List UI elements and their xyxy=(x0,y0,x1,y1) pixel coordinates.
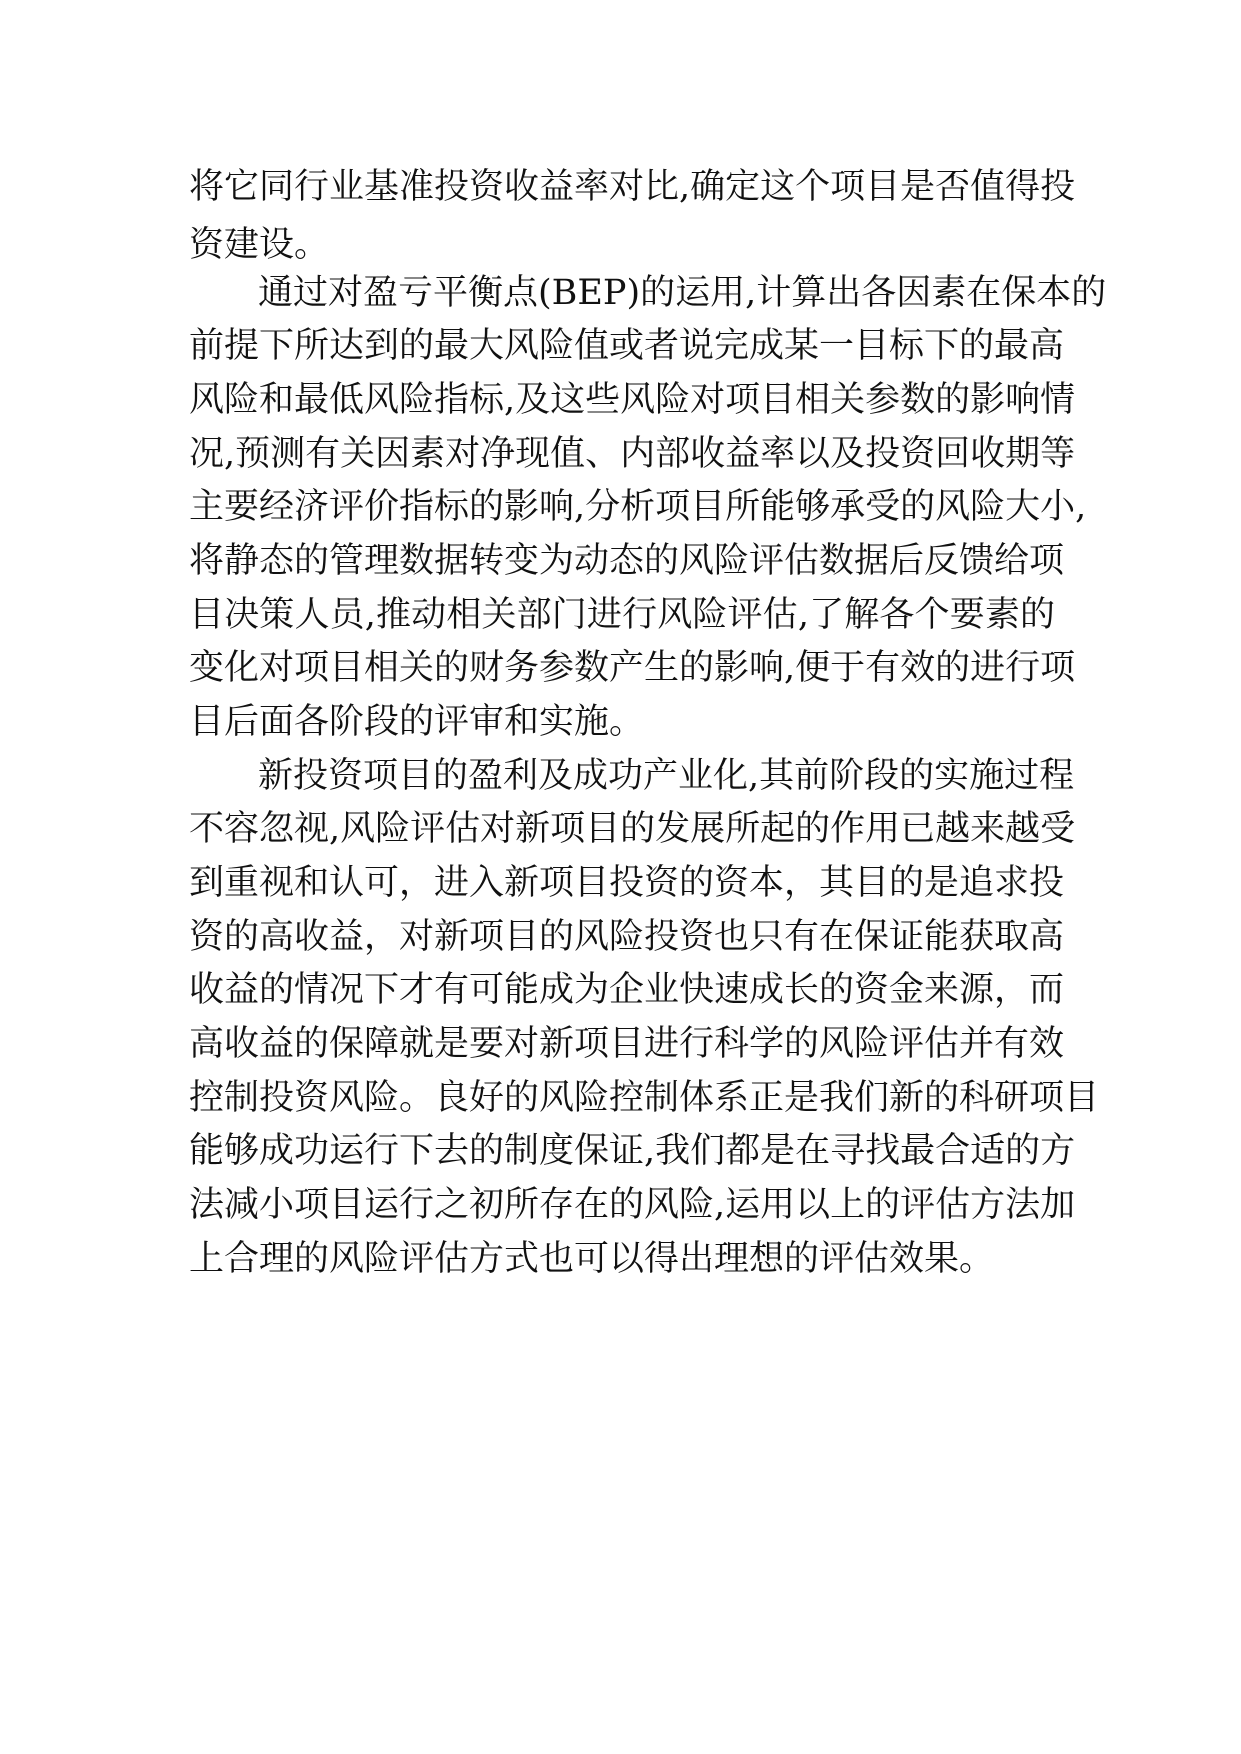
text-line: 前提下所达到的最大风险值或者说完成某一目标下的最高 xyxy=(189,326,1065,366)
text-line: 目后面各阶段的评审和实施。 xyxy=(189,702,645,742)
text-line: 新投资项目的盈利及成功产业化,其前阶段的实施过程 xyxy=(258,756,1075,796)
text-line: 将静态的管理数据转变为动态的风险评估数据后反馈给项 xyxy=(189,541,1065,581)
text-line: 能够成功运行下去的制度保证,我们都是在寻找最合适的方 xyxy=(189,1131,1076,1171)
text-line: 况,预测有关因素对净现值、内部收益率以及投资回收期等 xyxy=(189,434,1076,474)
text-line: 主要经济评价指标的影响,分析项目所能够承受的风险大小, xyxy=(189,487,1087,527)
text-line: 控制投资风险。良好的风险控制体系正是我们新的科研项目 xyxy=(189,1078,1100,1118)
text-line: 通过对盈亏平衡点(BEP)的运用,计算出各因素在保本的 xyxy=(258,273,1107,313)
text-line: 资的高收益，对新项目的风险投资也只有在保证能获取高 xyxy=(189,917,1065,957)
text-line: 目决策人员,推动相关部门进行风险评估,了解各个要素的 xyxy=(189,595,1055,635)
text-line: 到重视和认可，进入新项目投资的资本，其目的是追求投 xyxy=(189,863,1065,903)
text-line: 高收益的保障就是要对新项目进行科学的风险评估并有效 xyxy=(189,1024,1065,1064)
text-line: 风险和最低风险指标,及这些风险对项目相关参数的影响情 xyxy=(189,380,1076,420)
text-line: 变化对项目相关的财务参数产生的影响,便于有效的进行项 xyxy=(189,648,1076,688)
text-line: 法减小项目运行之初所存在的风险,运用以上的评估方法加 xyxy=(189,1185,1076,1225)
text-line: 将它同行业基准投资收益率对比,确定这个项目是否值得投 xyxy=(189,167,1076,207)
text-line: 收益的情况下才有可能成为企业快速成长的资金来源，而 xyxy=(189,970,1065,1010)
text-line: 不容忽视,风险评估对新项目的发展所起的作用已越来越受 xyxy=(189,809,1076,849)
text-line: 上合理的风险评估方式也可以得出理想的评估效果。 xyxy=(189,1239,995,1279)
text-line: 资建设。 xyxy=(189,225,330,265)
